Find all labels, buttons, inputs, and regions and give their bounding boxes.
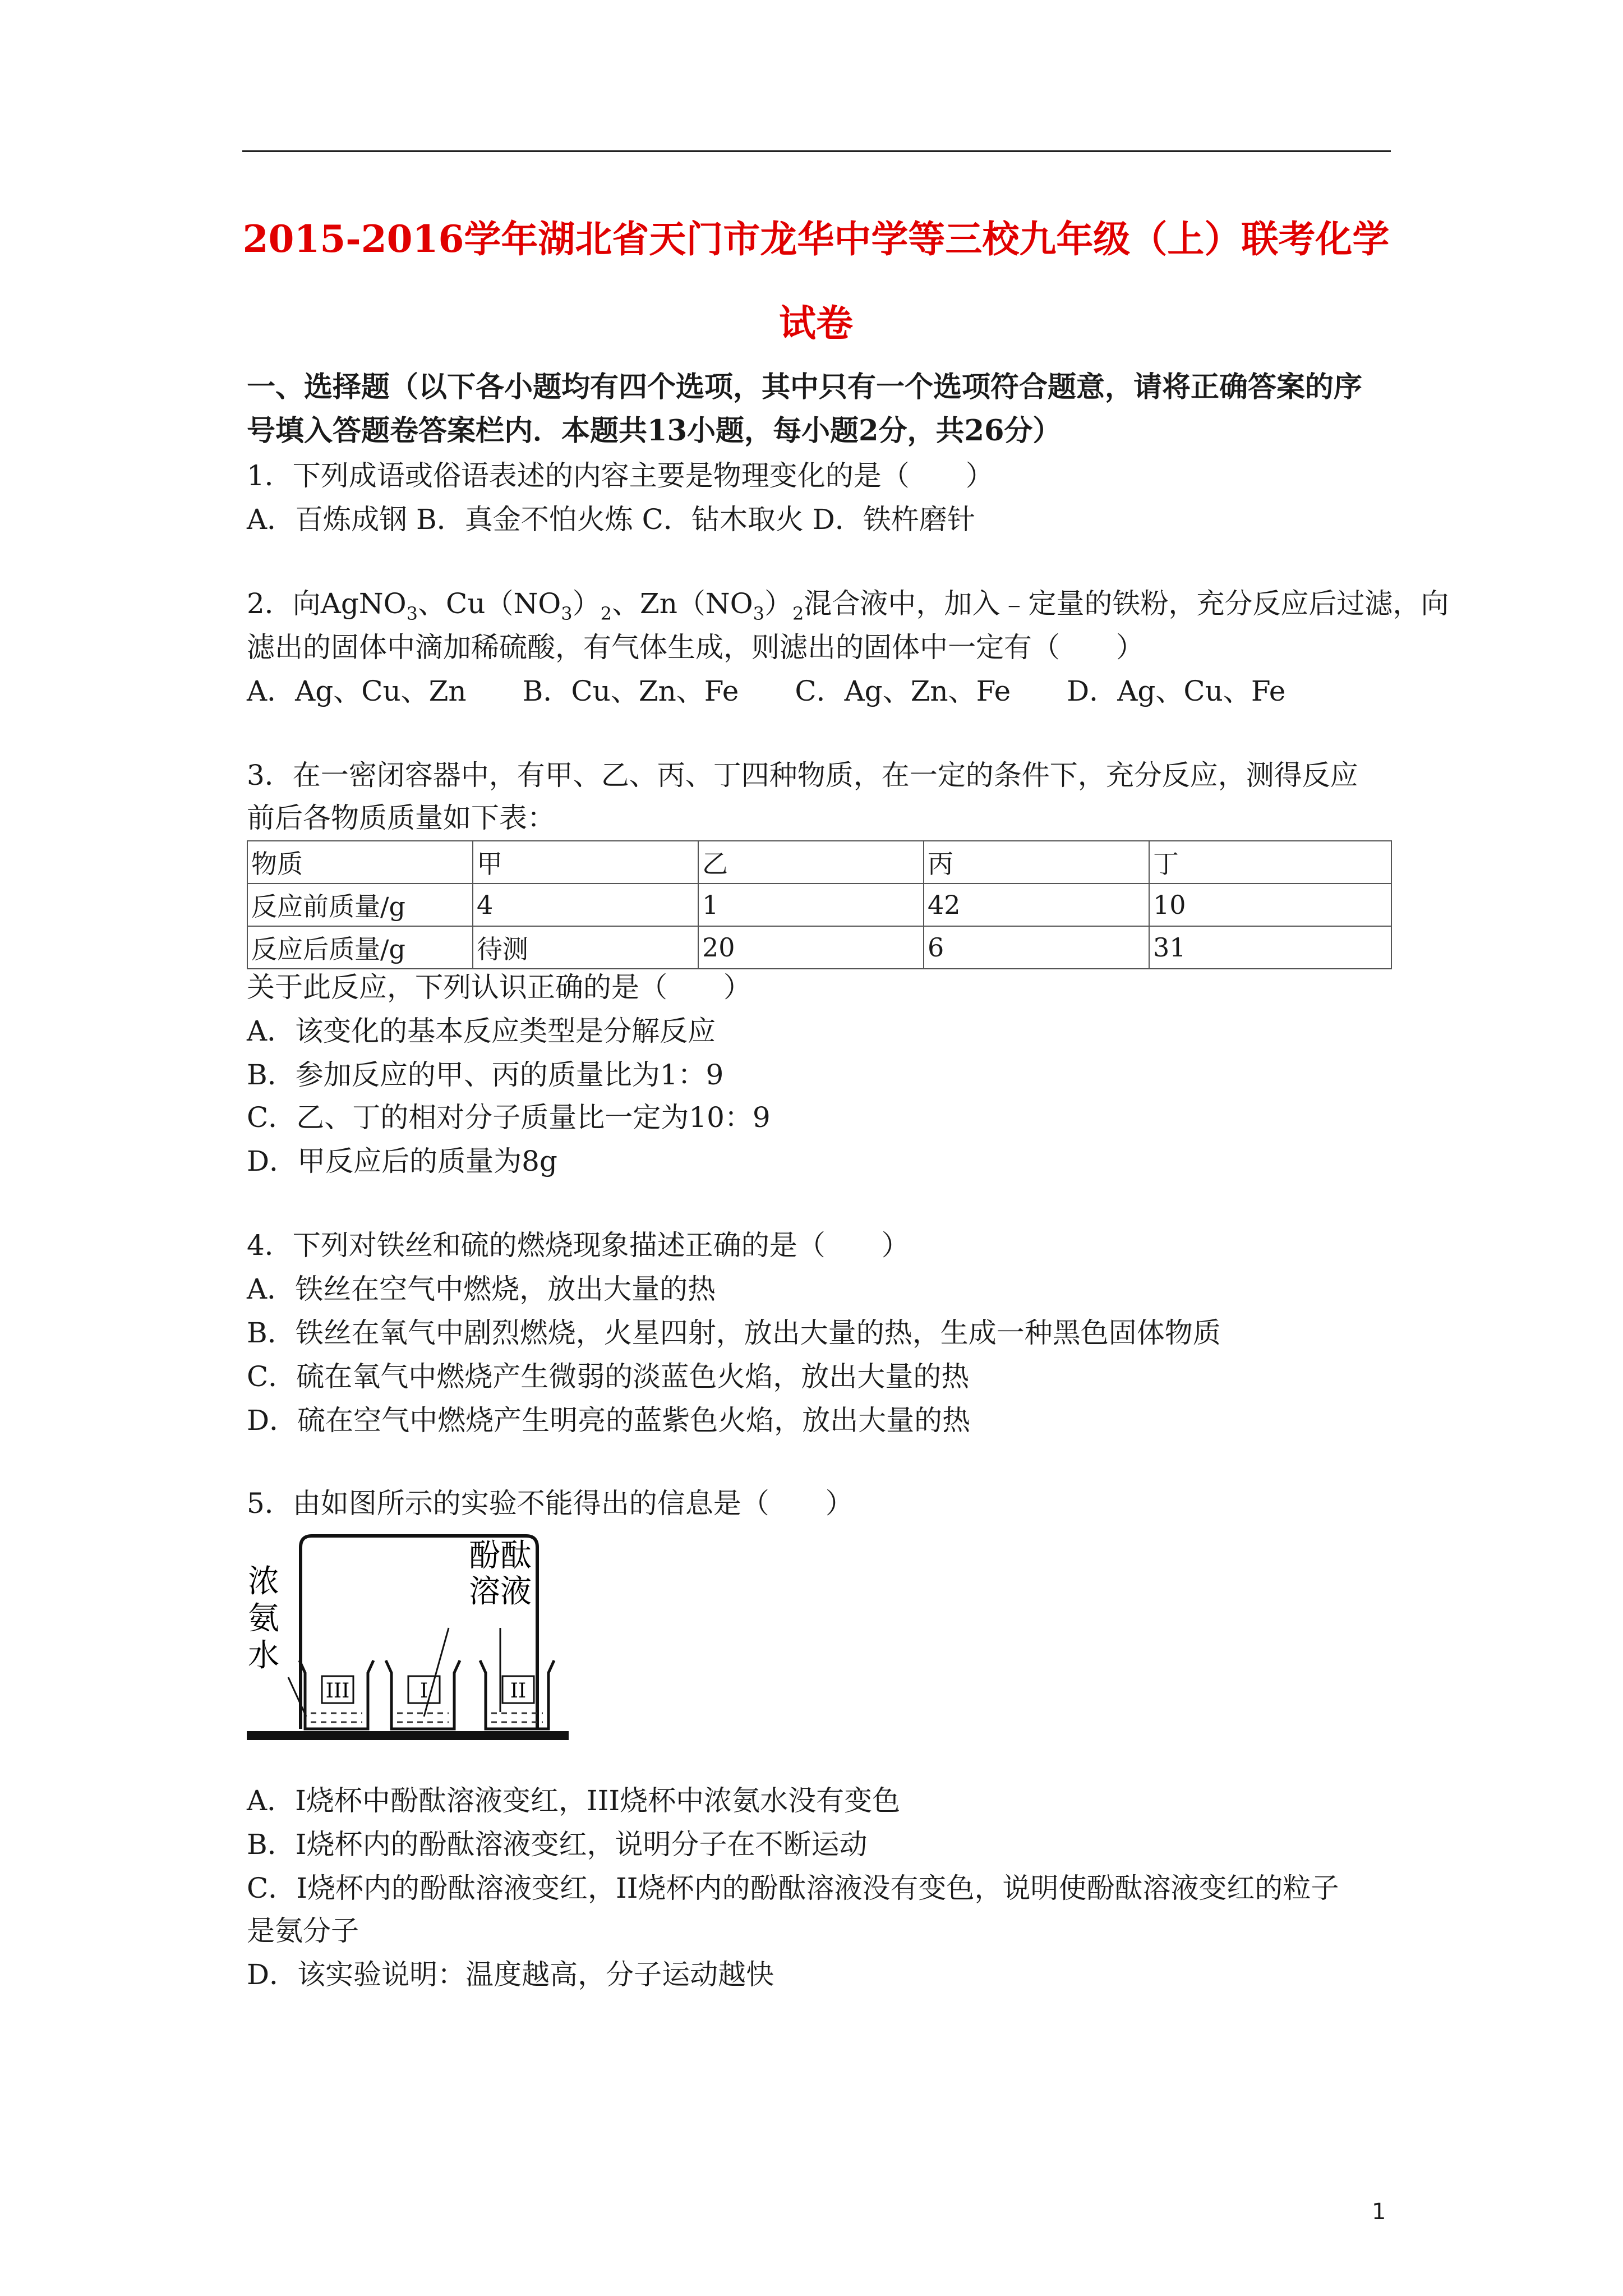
- table-cell: 31: [1149, 926, 1391, 969]
- table-cell: 物质: [247, 841, 473, 884]
- pointer-ammonia: [288, 1677, 306, 1717]
- q3-mass-table: [247, 840, 1392, 969]
- table-cell: 丁: [1149, 841, 1391, 884]
- figure-label: 浓: [248, 1563, 279, 1600]
- q3-option-b: B．参加反应的甲、丙的质量比为1：9: [247, 1059, 724, 1091]
- q4-option-c: C．硫在氧气中燃烧产生微弱的淡蓝色火焰，放出大量的热: [247, 1360, 970, 1393]
- exam-title-line-1: 2015-2016学年湖北省天门市龙华中学等三校九年级（上）联考化学: [242, 217, 1390, 261]
- q4-option-d: D．硫在空气中燃烧产生明亮的蓝紫色火焰，放出大量的热: [247, 1404, 971, 1437]
- table-cell: 丙: [924, 841, 1149, 884]
- figure-label: 溶液: [469, 1573, 532, 1610]
- exam-title-line-2: 试卷: [779, 301, 853, 345]
- table-row: [247, 926, 1391, 969]
- header-rule: [242, 150, 1391, 152]
- figure-label: 氨: [248, 1600, 279, 1637]
- q2-stem-line-1: 2．向AgNO$_3$、$Cu(NO_3)_2$、$Zn(NO_3)_2$混合液中，加入﹣定量的铁粉，充分反应后过滤，向: [247, 587, 1449, 624]
- table-cell: 乙: [698, 841, 924, 884]
- q2-stem-line-2: 滤出的固体中滴加稀硫酸，有气体生成，则滤出的固体中一定有（ ）: [247, 631, 1144, 664]
- q1-stem: 1．下列成语或俗语表述的内容主要是物理变化的是（ ）: [247, 459, 994, 492]
- beaker-label: II: [510, 1680, 527, 1703]
- q1-options: A．百炼成钢 B．真金不怕火炼 C．钻木取火 D．铁杵磨针: [247, 503, 975, 536]
- table-cell: 反应前质量/g: [247, 884, 473, 926]
- figure-label: 水: [248, 1637, 279, 1674]
- q5-stem: 5．由如图所示的实验不能得出的信息是（ ）: [247, 1487, 854, 1520]
- q3-option-d: D．甲反应后的质量为8g: [247, 1145, 557, 1177]
- table-cell: 反应后质量/g: [247, 926, 473, 969]
- q3-option-c: C．乙、丁的相对分子质量比一定为10：9: [247, 1101, 771, 1134]
- figure-label: 酚酞: [469, 1538, 532, 1574]
- q4-stem: 4．下列对铁丝和硫的燃烧现象描述正确的是（ ）: [247, 1229, 910, 1262]
- q5-option-a: A．I烧杯中酚酞溶液变红，III烧杯中浓氨水没有变色: [247, 1784, 901, 1817]
- q5-option-c-line-2: 是氨分子: [247, 1915, 359, 1947]
- q3-stem-line-2: 前后各物质质量如下表：: [247, 802, 555, 834]
- table-cell: 42: [924, 884, 1149, 926]
- table-cell: 1: [698, 884, 924, 926]
- q5-option-d: D．该实验说明：温度越高，分子运动越快: [247, 1958, 774, 1991]
- table-cell: 待测: [473, 926, 698, 969]
- base-plate: [247, 1731, 569, 1740]
- section-heading-line-2: 号填入答题卷答案栏内．本题共13小题，每小题2分，共26分）: [247, 414, 1062, 448]
- q5-option-b: B．I烧杯内的酚酞溶液变红，说明分子在不断运动: [247, 1828, 868, 1861]
- q4-option-b: B．铁丝在氧气中剧烈燃烧，火星四射，放出大量的热，生成一种黑色固体物质: [247, 1317, 1221, 1349]
- section-heading-line-1: 一、选择题（以下各小题均有四个选项，其中只有一个选项符合题意，请将正确答案的序: [247, 370, 1363, 404]
- table-cell: 4: [473, 884, 698, 926]
- beaker-label: I: [419, 1680, 428, 1703]
- table-cell: 6: [924, 926, 1149, 969]
- q2-options: A．Ag、Cu、Zn B．Cu、Zn、Fe C．Ag、Zn、Fe D．Ag、Cu、Fe: [247, 675, 1286, 707]
- beaker-label: III: [325, 1680, 350, 1703]
- q3-option-a: A．该变化的基本反应类型是分解反应: [247, 1015, 716, 1047]
- ammonia-diffusion-figure: [246, 1526, 571, 1745]
- page-number: 1: [1372, 2199, 1386, 2225]
- table-row: [247, 841, 1391, 884]
- q4-option-a: A．铁丝在空气中燃烧，放出大量的热: [247, 1273, 716, 1305]
- q5-option-c-line-1: C．I烧杯内的酚酞溶液变红，II烧杯内的酚酞溶液没有变色，说明使酚酞溶液变红的粒子: [247, 1872, 1339, 1904]
- q3-stem-line-1: 3．在一密闭容器中，有甲、乙、丙、丁四种物质，在一定的条件下，充分反应，测得反应: [247, 759, 1358, 792]
- table-cell: 20: [698, 926, 924, 969]
- table-cell: 甲: [473, 841, 698, 884]
- table-cell: 10: [1149, 884, 1391, 926]
- table-row: [247, 884, 1391, 926]
- q3-question: 关于此反应，下列认识正确的是（ ）: [247, 971, 751, 1004]
